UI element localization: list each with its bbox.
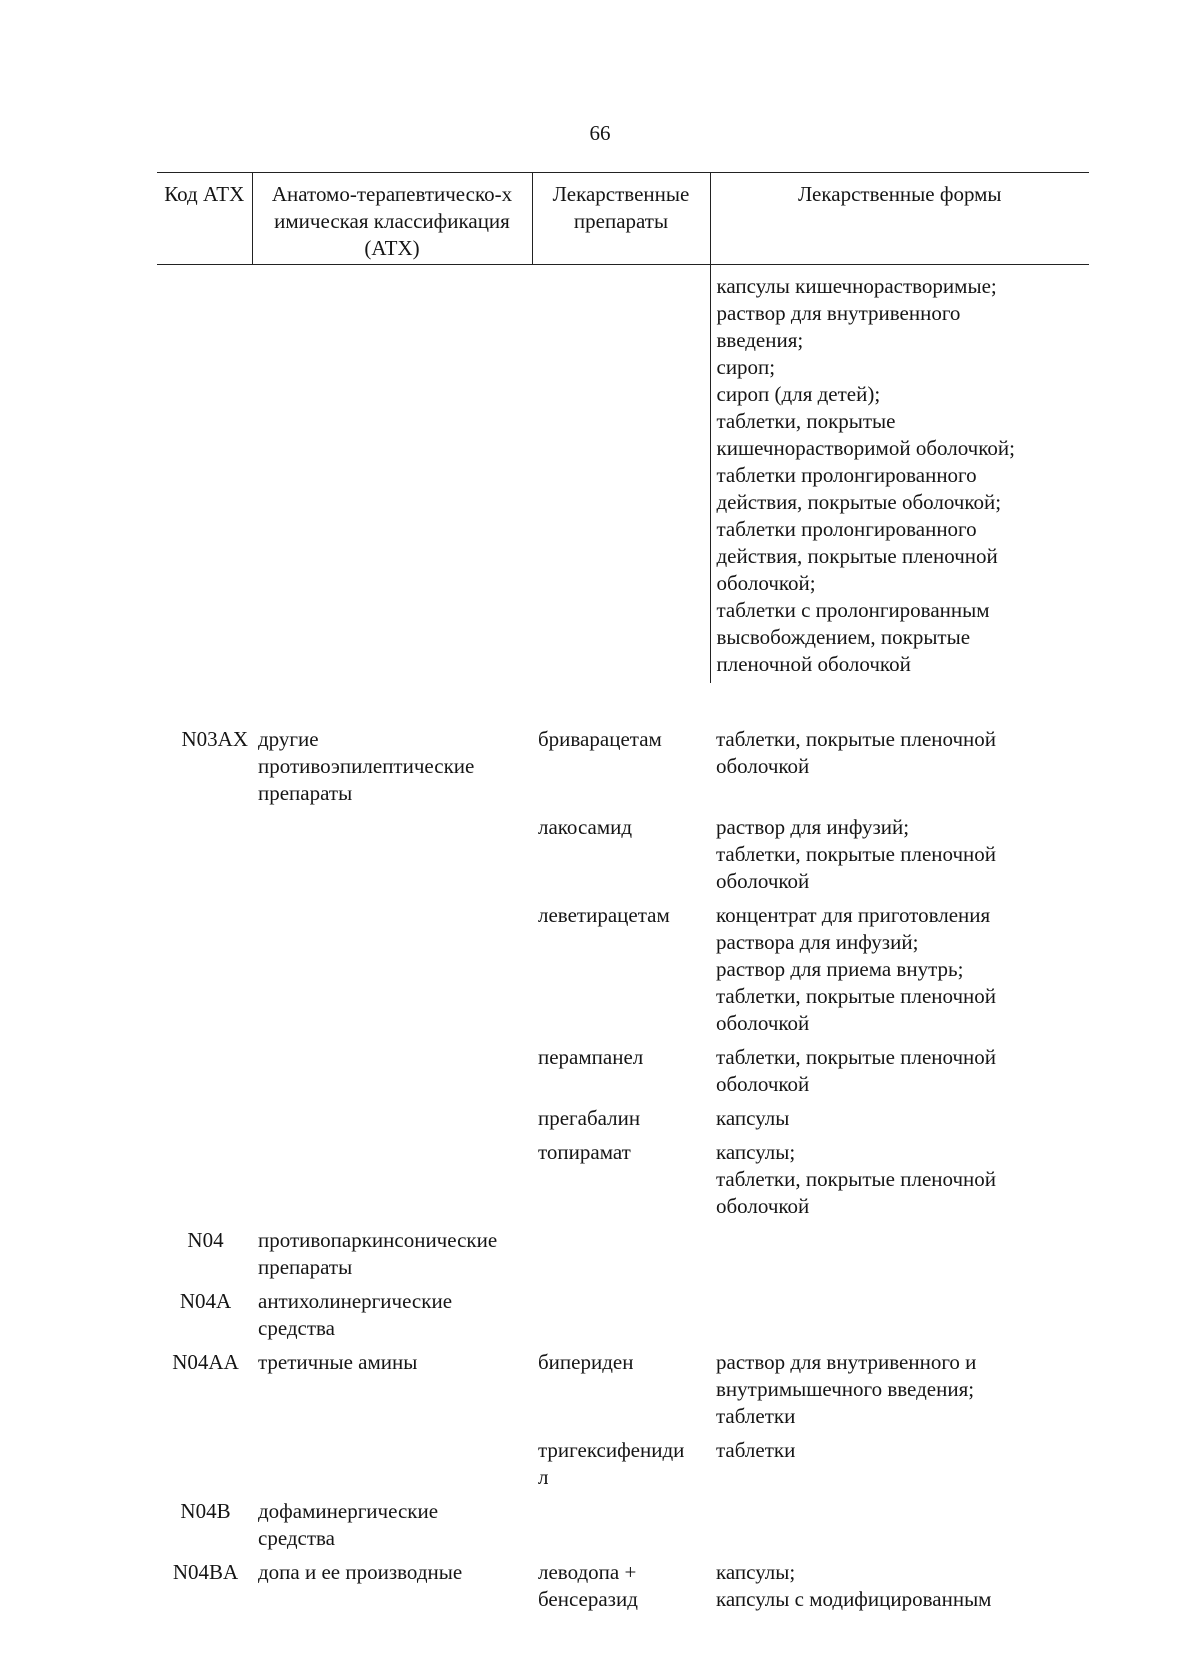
cell-drug: бипериден xyxy=(538,1350,634,1374)
cell-forms: таблетки xyxy=(716,1438,796,1462)
table-row xyxy=(157,812,1089,900)
cell-code: N04A xyxy=(179,1289,232,1313)
cell-drug: леветирацетам xyxy=(538,903,670,927)
cell-classification: антихолинергические средства xyxy=(258,1289,453,1340)
cell-forms: капсулы xyxy=(716,1106,790,1130)
cell-classification xyxy=(252,1042,532,1103)
page-number: 66 xyxy=(589,121,611,145)
cell-classification xyxy=(252,1435,532,1496)
cell-code xyxy=(157,900,252,1042)
cell-code: N04BA xyxy=(172,1560,239,1584)
cell-forms: раствор для инфузий; таблетки, покрытые пленочной оболочкой xyxy=(716,815,997,893)
cell-drug: прегабалин xyxy=(538,1106,641,1130)
header-classification: Анатомо-терапевтическо-х имическая классификация (АТХ) xyxy=(252,173,532,265)
cell-classification: противопаркинсонические препараты xyxy=(258,1228,498,1279)
cell-classification xyxy=(252,1137,532,1225)
table-row xyxy=(157,1225,1089,1286)
cell-forms: раствор для внутривенного и внутримышечного введения; таблетки xyxy=(716,1350,977,1428)
cell-drug: леводопа + бенсеразид xyxy=(538,1560,638,1611)
table-row xyxy=(157,1137,1089,1225)
cell-drug xyxy=(532,1496,710,1557)
cell-code xyxy=(157,265,252,684)
cell-classification: дофаминергические средства xyxy=(258,1499,439,1550)
cell-forms xyxy=(710,1225,1089,1286)
cell-forms: капсулы; капсулы с модифицированным xyxy=(716,1560,992,1611)
cell-code xyxy=(157,1042,252,1103)
cell-drug: лакосамид xyxy=(538,815,633,839)
cell-code xyxy=(157,1103,252,1137)
cell-forms: капсулы кишечнорастворимые; раствор для внутривенного введения; сироп; сироп (для детей); таблетки, покрытые кишечнорастворимой оболочкой; таблетки пролонгированного действия, покрытые оболочкой; таблетки пролонгированного действия, покрытые пленочной оболочкой; таблетки с пролонгированным высвобождением, покрытые пленочной оболочкой xyxy=(710,265,1089,684)
table-row xyxy=(157,1435,1089,1496)
header-forms: Лекарственные формы xyxy=(710,173,1089,265)
header-drugs: Лекарственные препараты xyxy=(532,173,710,265)
cell-classification: допа и ее производные xyxy=(258,1560,463,1584)
cell-forms: концентрат для приготовления раствора для инфузий; раствор для приема внутрь; таблетки, покрытые пленочной оболочкой xyxy=(716,903,997,1035)
table-row xyxy=(157,1557,1089,1618)
cell-forms: таблетки, покрытые пленочной оболочкой xyxy=(716,727,997,778)
cell-forms: капсулы; таблетки, покрытые пленочной оболочкой xyxy=(716,1140,997,1218)
atx-drug-table xyxy=(157,172,1089,1618)
cell-code: N03AX xyxy=(181,727,248,751)
cell-code: N04AA xyxy=(172,1350,239,1374)
cell-classification: другие противоэпилептические препараты xyxy=(258,727,475,805)
cell-drug xyxy=(532,265,710,684)
cell-code: N04B xyxy=(180,1499,231,1523)
table-row xyxy=(157,1042,1089,1103)
table-row xyxy=(157,683,1089,812)
cell-classification xyxy=(252,812,532,900)
table-row xyxy=(157,900,1089,1042)
cell-code xyxy=(157,812,252,900)
cell-code: N04 xyxy=(187,1228,224,1252)
table-row xyxy=(157,1496,1089,1557)
table-row xyxy=(157,265,1089,684)
cell-drug: тригексифениди л xyxy=(538,1438,685,1489)
table-header-row xyxy=(157,173,1089,265)
cell-drug: бриварацетам xyxy=(538,727,662,751)
cell-forms xyxy=(710,1496,1089,1557)
cell-drug: перампанел xyxy=(538,1045,644,1069)
cell-classification xyxy=(252,900,532,1042)
cell-drug: топирамат xyxy=(538,1140,631,1164)
cell-forms: таблетки, покрытые пленочной оболочкой xyxy=(716,1045,997,1096)
cell-classification xyxy=(252,265,532,684)
table-row xyxy=(157,1286,1089,1347)
cell-classification xyxy=(252,1103,532,1137)
cell-classification: третичные амины xyxy=(258,1350,418,1374)
cell-code xyxy=(157,1435,252,1496)
cell-drug xyxy=(532,1286,710,1347)
table-row xyxy=(157,1103,1089,1137)
cell-drug xyxy=(532,1225,710,1286)
cell-forms xyxy=(710,1286,1089,1347)
header-code: Код АТХ xyxy=(157,173,252,265)
cell-code xyxy=(157,1137,252,1225)
table-row xyxy=(157,1347,1089,1435)
